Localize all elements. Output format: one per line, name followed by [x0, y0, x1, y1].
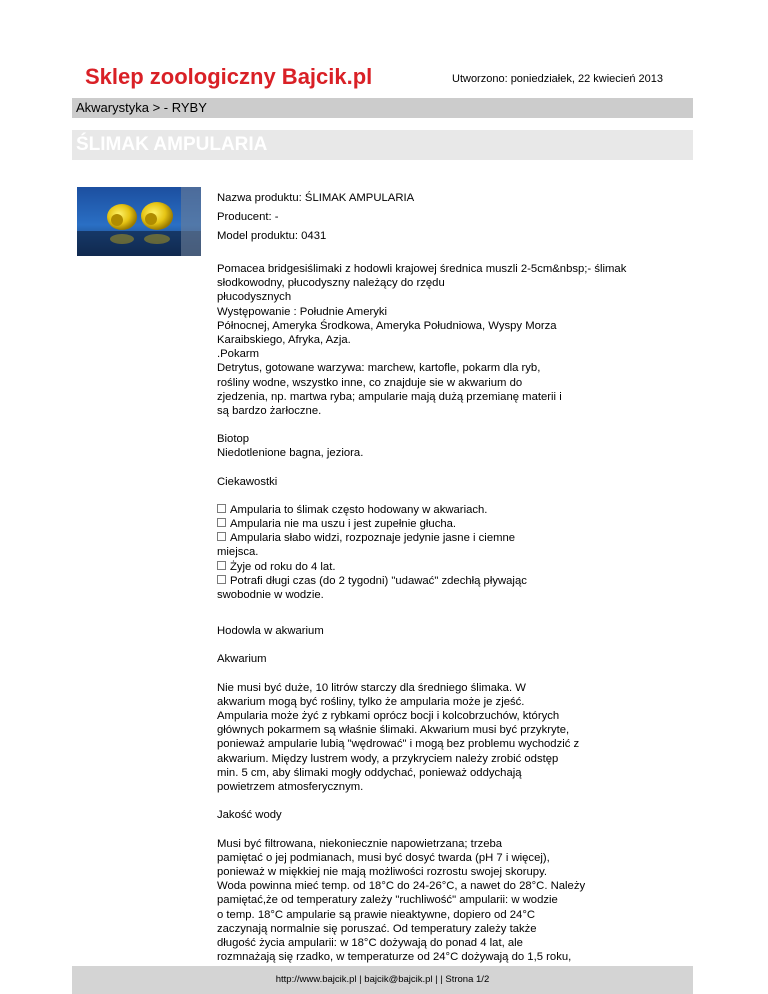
checkbox-square-icon	[217, 518, 226, 527]
list-item	[217, 531, 687, 545]
text-line: długość życia ampularii: w 18°C dożywają do ponad 4 lat, ale	[217, 936, 523, 949]
section-title: Ciekawostki	[217, 475, 278, 488]
product-photo	[77, 187, 201, 256]
spacer	[217, 667, 687, 681]
spacer	[217, 638, 687, 652]
ciekawostki-list	[217, 503, 687, 602]
text-line: zaczynają normalnie się poruszać. Od temperatury zależy także	[217, 922, 537, 935]
spacer	[217, 418, 687, 432]
list-item-text: Ampularia to ślimak często hodowany w akwariach.	[230, 503, 488, 516]
section-title: Biotop	[217, 433, 250, 446]
product-producer: Producent: -	[217, 211, 279, 223]
list-item-text: Ampularia nie ma uszu i jest zupełnie głucha.	[230, 518, 457, 531]
text-line: pamiętać o jej podmianach, musi być dosyć twarda (pH 7 i więcej),	[217, 851, 550, 864]
text-line: min. 5 cm, aby ślimaki mogły oddychać, ponieważ oddychają	[217, 766, 522, 779]
spacer	[217, 602, 687, 624]
section-title: Hodowla w akwarium	[217, 625, 324, 638]
product-model: Model produktu: 0431	[217, 230, 327, 242]
spacer	[217, 461, 687, 475]
text-line: Woda powinna mieć temp. od 18°C do 24-26°C, a nawet do 28°C. Należy	[217, 880, 586, 893]
spacer	[217, 489, 687, 503]
product-name: Nazwa produktu: ŚLIMAK AMPULARIA	[217, 192, 415, 204]
text-line: płucodysznych	[217, 291, 292, 304]
product-content	[217, 191, 687, 964]
text-line: akwarium. Między lustrem wody, a przykryciem należy zrobić odstęp	[217, 752, 559, 765]
text-line: Ampularia może żyć z rybkami oprócz bocji i kolcobrzuchów, których	[217, 710, 560, 723]
akwarium-section	[217, 681, 687, 795]
text-line: Występowanie : Południe Ameryki	[217, 305, 388, 318]
list-item	[217, 517, 687, 531]
list-item-continued: miejsca.	[217, 546, 259, 559]
biotop-section	[217, 432, 687, 460]
breadcrumb[interactable]: Akwarystyka > - RYBY	[72, 98, 693, 118]
text-line: zjedzenia, np. martwa ryba; ampularie mają dużą przemianę materii i	[217, 390, 562, 403]
text-line: Północnej, Ameryka Środkowa, Ameryka Południowa, Wyspy Morza	[217, 319, 557, 332]
list-item	[217, 503, 687, 517]
text-line: Nie musi być duże, 10 litrów starczy dla średniego ślimaka. W	[217, 681, 526, 694]
text-line: Musi być filtrowana, niekoniecznie napowietrzana; trzeba	[217, 837, 503, 850]
list-item-text: Żyje od roku do 4 lat.	[230, 560, 336, 573]
list-item	[217, 574, 687, 588]
text-line: rośliny wodne, wszystko inne, co znajduje sie w akwarium do	[217, 376, 523, 389]
section-title: Akwarium	[217, 653, 267, 666]
text-line: o temp. 18°C ampularie są prawie nieaktywne, dopiero od 24°C	[217, 908, 535, 921]
list-item	[217, 560, 687, 574]
page-footer: http://www.bajcik.pl | bajcik@bajcik.pl | | Strona 1/2	[72, 966, 693, 994]
created-date: Utworzono: poniedziałek, 22 kwiecień 2013	[452, 73, 663, 85]
snail-photo-image	[77, 187, 201, 256]
text-line: .Pokarm	[217, 348, 260, 361]
text-line: Detrytus, gotowane warzywa: marchew, kartofle, pokarm dla ryb,	[217, 362, 541, 375]
product-heading: ŚLIMAK AMPULARIA	[72, 130, 693, 160]
list-item-text: Potrafi długi czas (do 2 tygodni) "udawać" zdechłą pływając	[230, 574, 527, 587]
text-line: słodkowodny, płucodyszny należący do rzędu	[217, 277, 445, 290]
text-line: ponieważ ampularie lubią "wędrować" i mogą bez problemu wychodzić z	[217, 738, 580, 751]
jakosc-section	[217, 837, 687, 965]
checkbox-square-icon	[217, 504, 226, 513]
text-line: Niedotlenione bagna, jeziora.	[217, 447, 364, 460]
description-intro	[217, 262, 687, 418]
list-item-continued: swobodnie w wodzie.	[217, 589, 324, 602]
checkbox-square-icon	[217, 532, 226, 541]
text-line: są bardzo żarłoczne.	[217, 405, 322, 418]
text-line: akwarium mogą być rośliny, tylko że ampularia może je zjeść.	[217, 695, 525, 708]
list-item-text: Ampularia słabo widzi, rozpoznaje jedynie jasne i ciemne	[230, 532, 516, 545]
text-line: Pomacea bridgesiślimaki z hodowli krajowej średnica muszli 2-5cm&nbsp;- ślimak	[217, 263, 627, 275]
text-line: ponieważ w miękkiej nie mają możliwości rozrostu swojej skorupy.	[217, 865, 548, 878]
checkbox-square-icon	[217, 575, 226, 584]
spacer	[217, 823, 687, 837]
text-line: powietrzem atmosferycznym.	[217, 781, 364, 794]
checkbox-square-icon	[217, 561, 226, 570]
text-line: Karaibskiego, Afryka, Azja.	[217, 334, 351, 347]
site-title: Sklep zoologiczny Bajcik.pl	[85, 64, 373, 89]
section-title: Jakość wody	[217, 809, 282, 822]
spacer	[217, 248, 687, 262]
text-line: pamiętać,że od temperatury zależy "ruchliwość" ampularii: w wodzie	[217, 894, 558, 907]
spacer	[217, 794, 687, 808]
text-line: rozmnażają się rzadko, w temperaturze od 24°C dożywają do 1,5 roku,	[217, 951, 572, 964]
text-line: głównych pokarmem są właśnie ślimaki. Akwarium musi być przykryte,	[217, 724, 570, 737]
